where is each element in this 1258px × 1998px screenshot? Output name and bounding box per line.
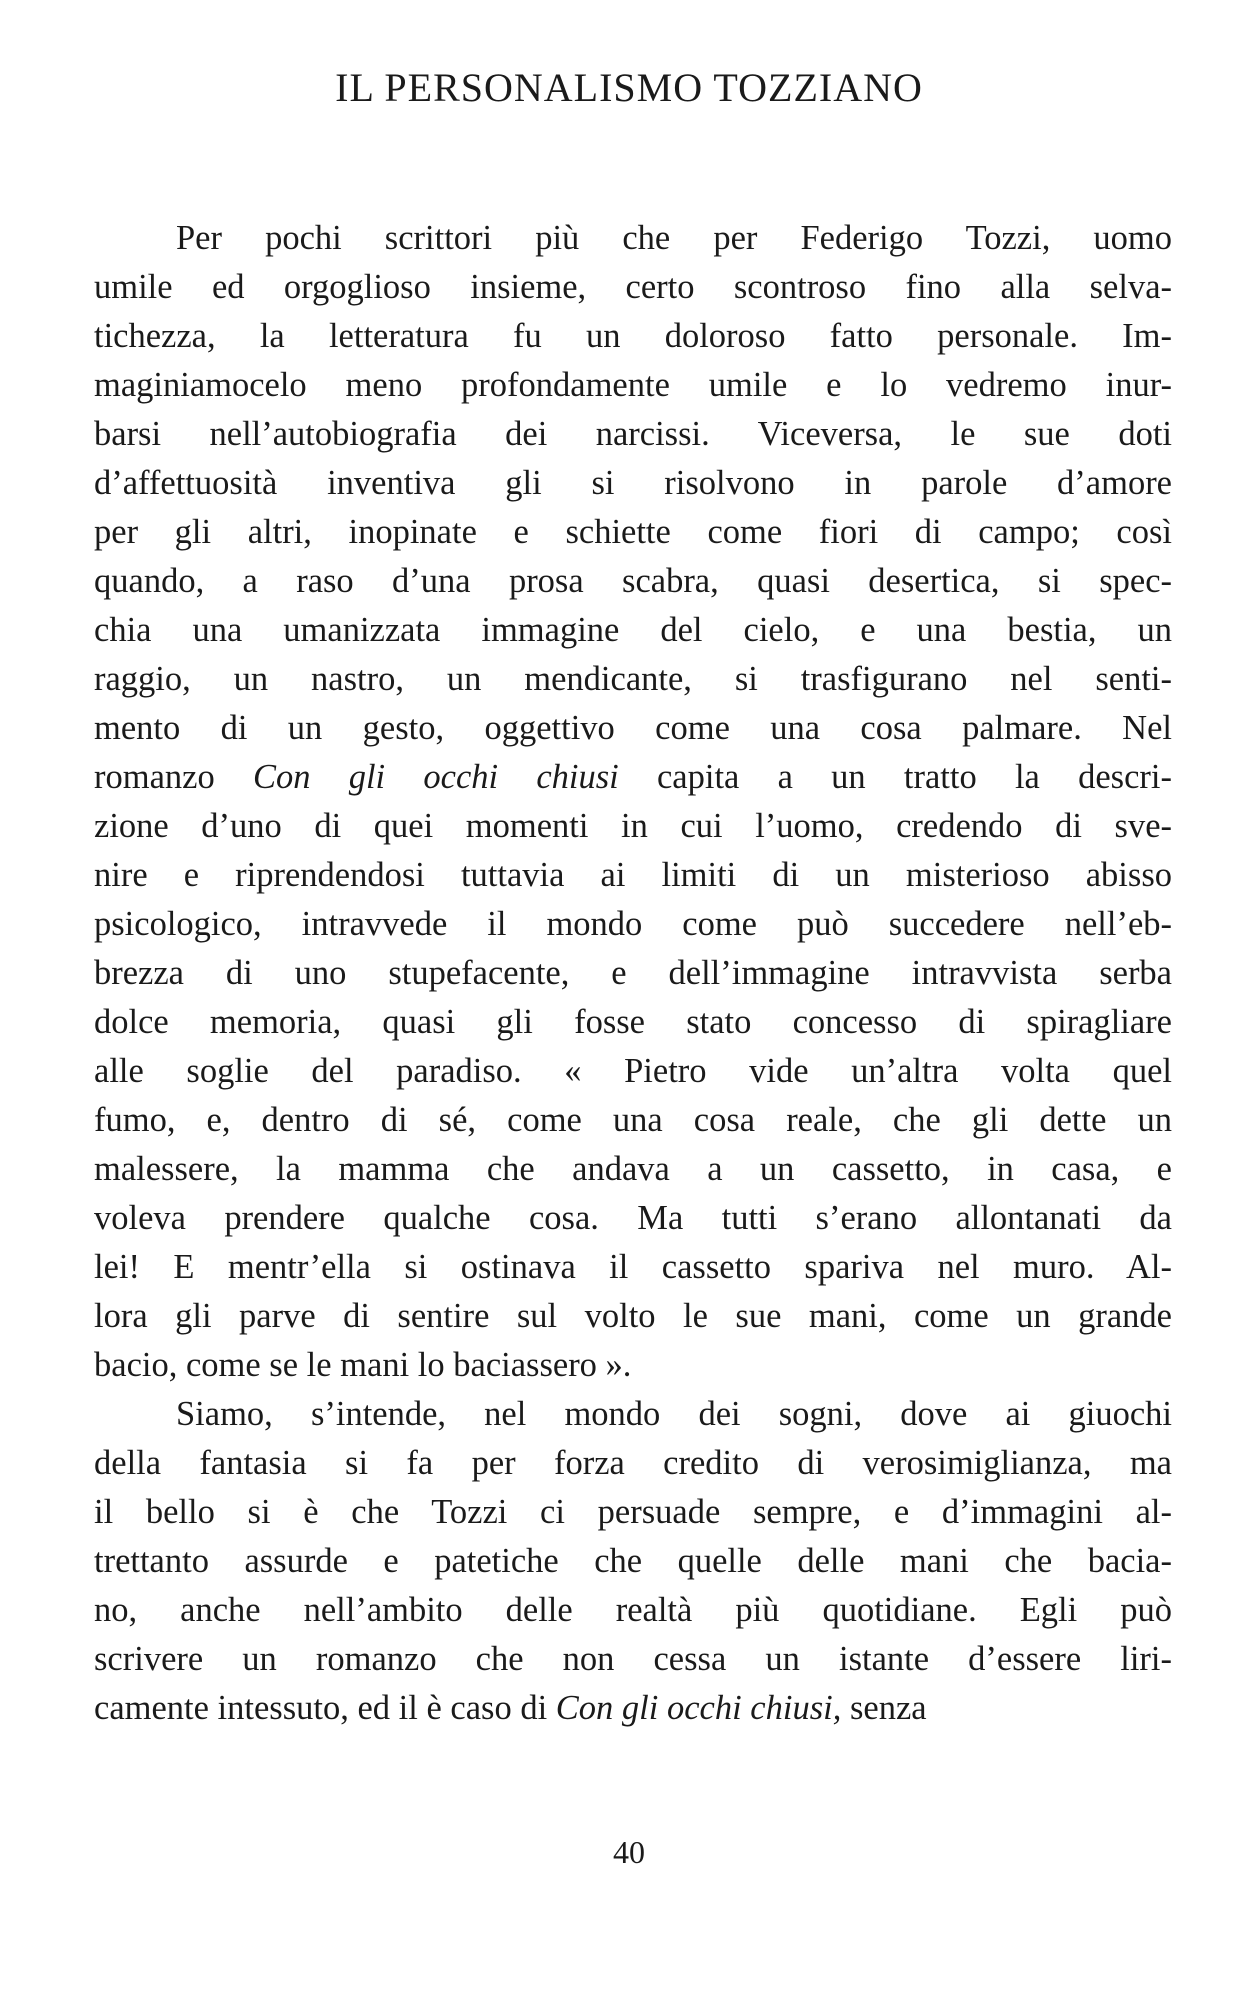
text-segment: psicologico, intravvede il mondo come può succedere nell’eb-: [94, 905, 1172, 943]
text-line: [94, 1684, 1172, 1733]
text-line: [94, 410, 1172, 459]
paragraph: [94, 1390, 1172, 1733]
text-line: [94, 1537, 1172, 1586]
running-title: IL PERSONALISMO TOZZIANO: [335, 65, 923, 110]
text-line: [94, 1635, 1172, 1684]
text-segment: umile ed orgoglioso insieme, certo scontroso fino alla selva-: [94, 268, 1172, 306]
text-segment: barsi nell’autobiografia dei narcissi. Viceversa, le sue doti: [94, 415, 1172, 453]
text-line: [94, 459, 1172, 508]
text-segment: quando, a raso d’una prosa scabra, quasi desertica, si spec-: [94, 562, 1172, 600]
text-line: [94, 606, 1172, 655]
text-line: [94, 312, 1172, 361]
text-line: [94, 949, 1172, 998]
text-segment: brezza di uno stupefacente, e dell’immagine intravvista serba: [94, 954, 1172, 992]
text-line: [94, 1243, 1172, 1292]
body-text: [94, 214, 1172, 1733]
text-line: [94, 1096, 1172, 1145]
text-segment: per gli altri, inopinate e schiette come fiori di campo; così: [94, 513, 1172, 551]
text-segment: no, anche nell’ambito delle realtà più quotidiane. Egli può: [94, 1591, 1172, 1629]
text-segment: Per pochi scrittori più che per Federigo Tozzi, uomo: [176, 219, 1172, 257]
text-segment: voleva prendere qualche cosa. Ma tutti s’erano allontanati da: [94, 1199, 1172, 1237]
text-line: [94, 263, 1172, 312]
text-segment: camente intessuto, ed il è caso di: [94, 1689, 556, 1727]
text-line: [94, 851, 1172, 900]
text-line: [94, 1047, 1172, 1096]
text-segment: alle soglie del paradiso. « Pietro vide un’altra volta quel: [94, 1052, 1172, 1090]
text-segment: il bello si è che Tozzi ci persuade sempre, e d’immagini al-: [94, 1493, 1172, 1531]
text-segment: capita a un tratto la descri-: [618, 758, 1172, 796]
text-segment: nire e riprendendosi tuttavia ai limiti di un misterioso abisso: [94, 856, 1172, 894]
text-line: [94, 704, 1172, 753]
text-segment: chia una umanizzata immagine del cielo, e una bestia, un: [94, 611, 1172, 649]
text-segment: lei! E mentr’ella si ostinava il cassetto spariva nel muro. Al-: [94, 1248, 1172, 1286]
text-line: [94, 1586, 1172, 1635]
text-segment: bacio, come se le mani lo baciassero ».: [94, 1346, 632, 1384]
text-line: [94, 1194, 1172, 1243]
text-segment: Siamo, s’intende, nel mondo dei sogni, dove ai giuochi: [176, 1395, 1172, 1433]
text-line: [94, 361, 1172, 410]
text-line: [94, 900, 1172, 949]
text-segment: raggio, un nastro, un mendicante, si trasfigurano nel senti-: [94, 660, 1172, 698]
text-segment: d’affettuosità inventiva gli si risolvono in parole d’amore: [94, 464, 1172, 502]
text-segment: lora gli parve di sentire sul volto le sue mani, come un grande: [94, 1297, 1172, 1335]
text-line: [94, 1341, 1172, 1390]
text-line: [94, 1390, 1172, 1439]
text-line: [94, 214, 1172, 263]
text-line: [94, 1145, 1172, 1194]
text-line: [94, 998, 1172, 1047]
text-line: [94, 1439, 1172, 1488]
text-segment: dolce memoria, quasi gli fosse stato concesso di spiragliare: [94, 1003, 1172, 1041]
text-segment: trettanto assurde e patetiche che quelle delle mani che bacia-: [94, 1542, 1172, 1580]
text-segment: malessere, la mamma che andava a un cassetto, in casa, e: [94, 1150, 1172, 1188]
text-segment: della fantasia si fa per forza credito di verosimiglianza, ma: [94, 1444, 1172, 1482]
page-number: 40: [613, 1834, 645, 1870]
text-segment: romanzo: [94, 758, 253, 796]
italic-title: Con gli occhi chiusi: [252, 758, 619, 796]
text-segment: zione d’uno di quei momenti in cui l’uomo, credendo di sve-: [94, 807, 1172, 845]
italic-title: Con gli occhi chiusi,: [555, 1689, 842, 1727]
text-segment: mento di un gesto, oggettivo come una cosa palmare. Nel: [94, 709, 1172, 747]
text-line: [94, 557, 1172, 606]
text-segment: scrivere un romanzo che non cessa un istante d’essere liri-: [94, 1640, 1172, 1678]
text-segment: senza: [841, 1689, 927, 1727]
text-segment: maginiamocelo meno profondamente umile e lo vedremo inur-: [94, 366, 1172, 404]
text-segment: tichezza, la letteratura fu un doloroso fatto personale. Im-: [94, 317, 1172, 355]
text-segment: fumo, e, dentro di sé, come una cosa reale, che gli dette un: [94, 1101, 1172, 1139]
text-line: [94, 1292, 1172, 1341]
text-line: [94, 1488, 1172, 1537]
text-line: [94, 753, 1172, 802]
paragraph: [94, 214, 1172, 1390]
text-line: [94, 508, 1172, 557]
text-line: [94, 802, 1172, 851]
text-line: [94, 655, 1172, 704]
